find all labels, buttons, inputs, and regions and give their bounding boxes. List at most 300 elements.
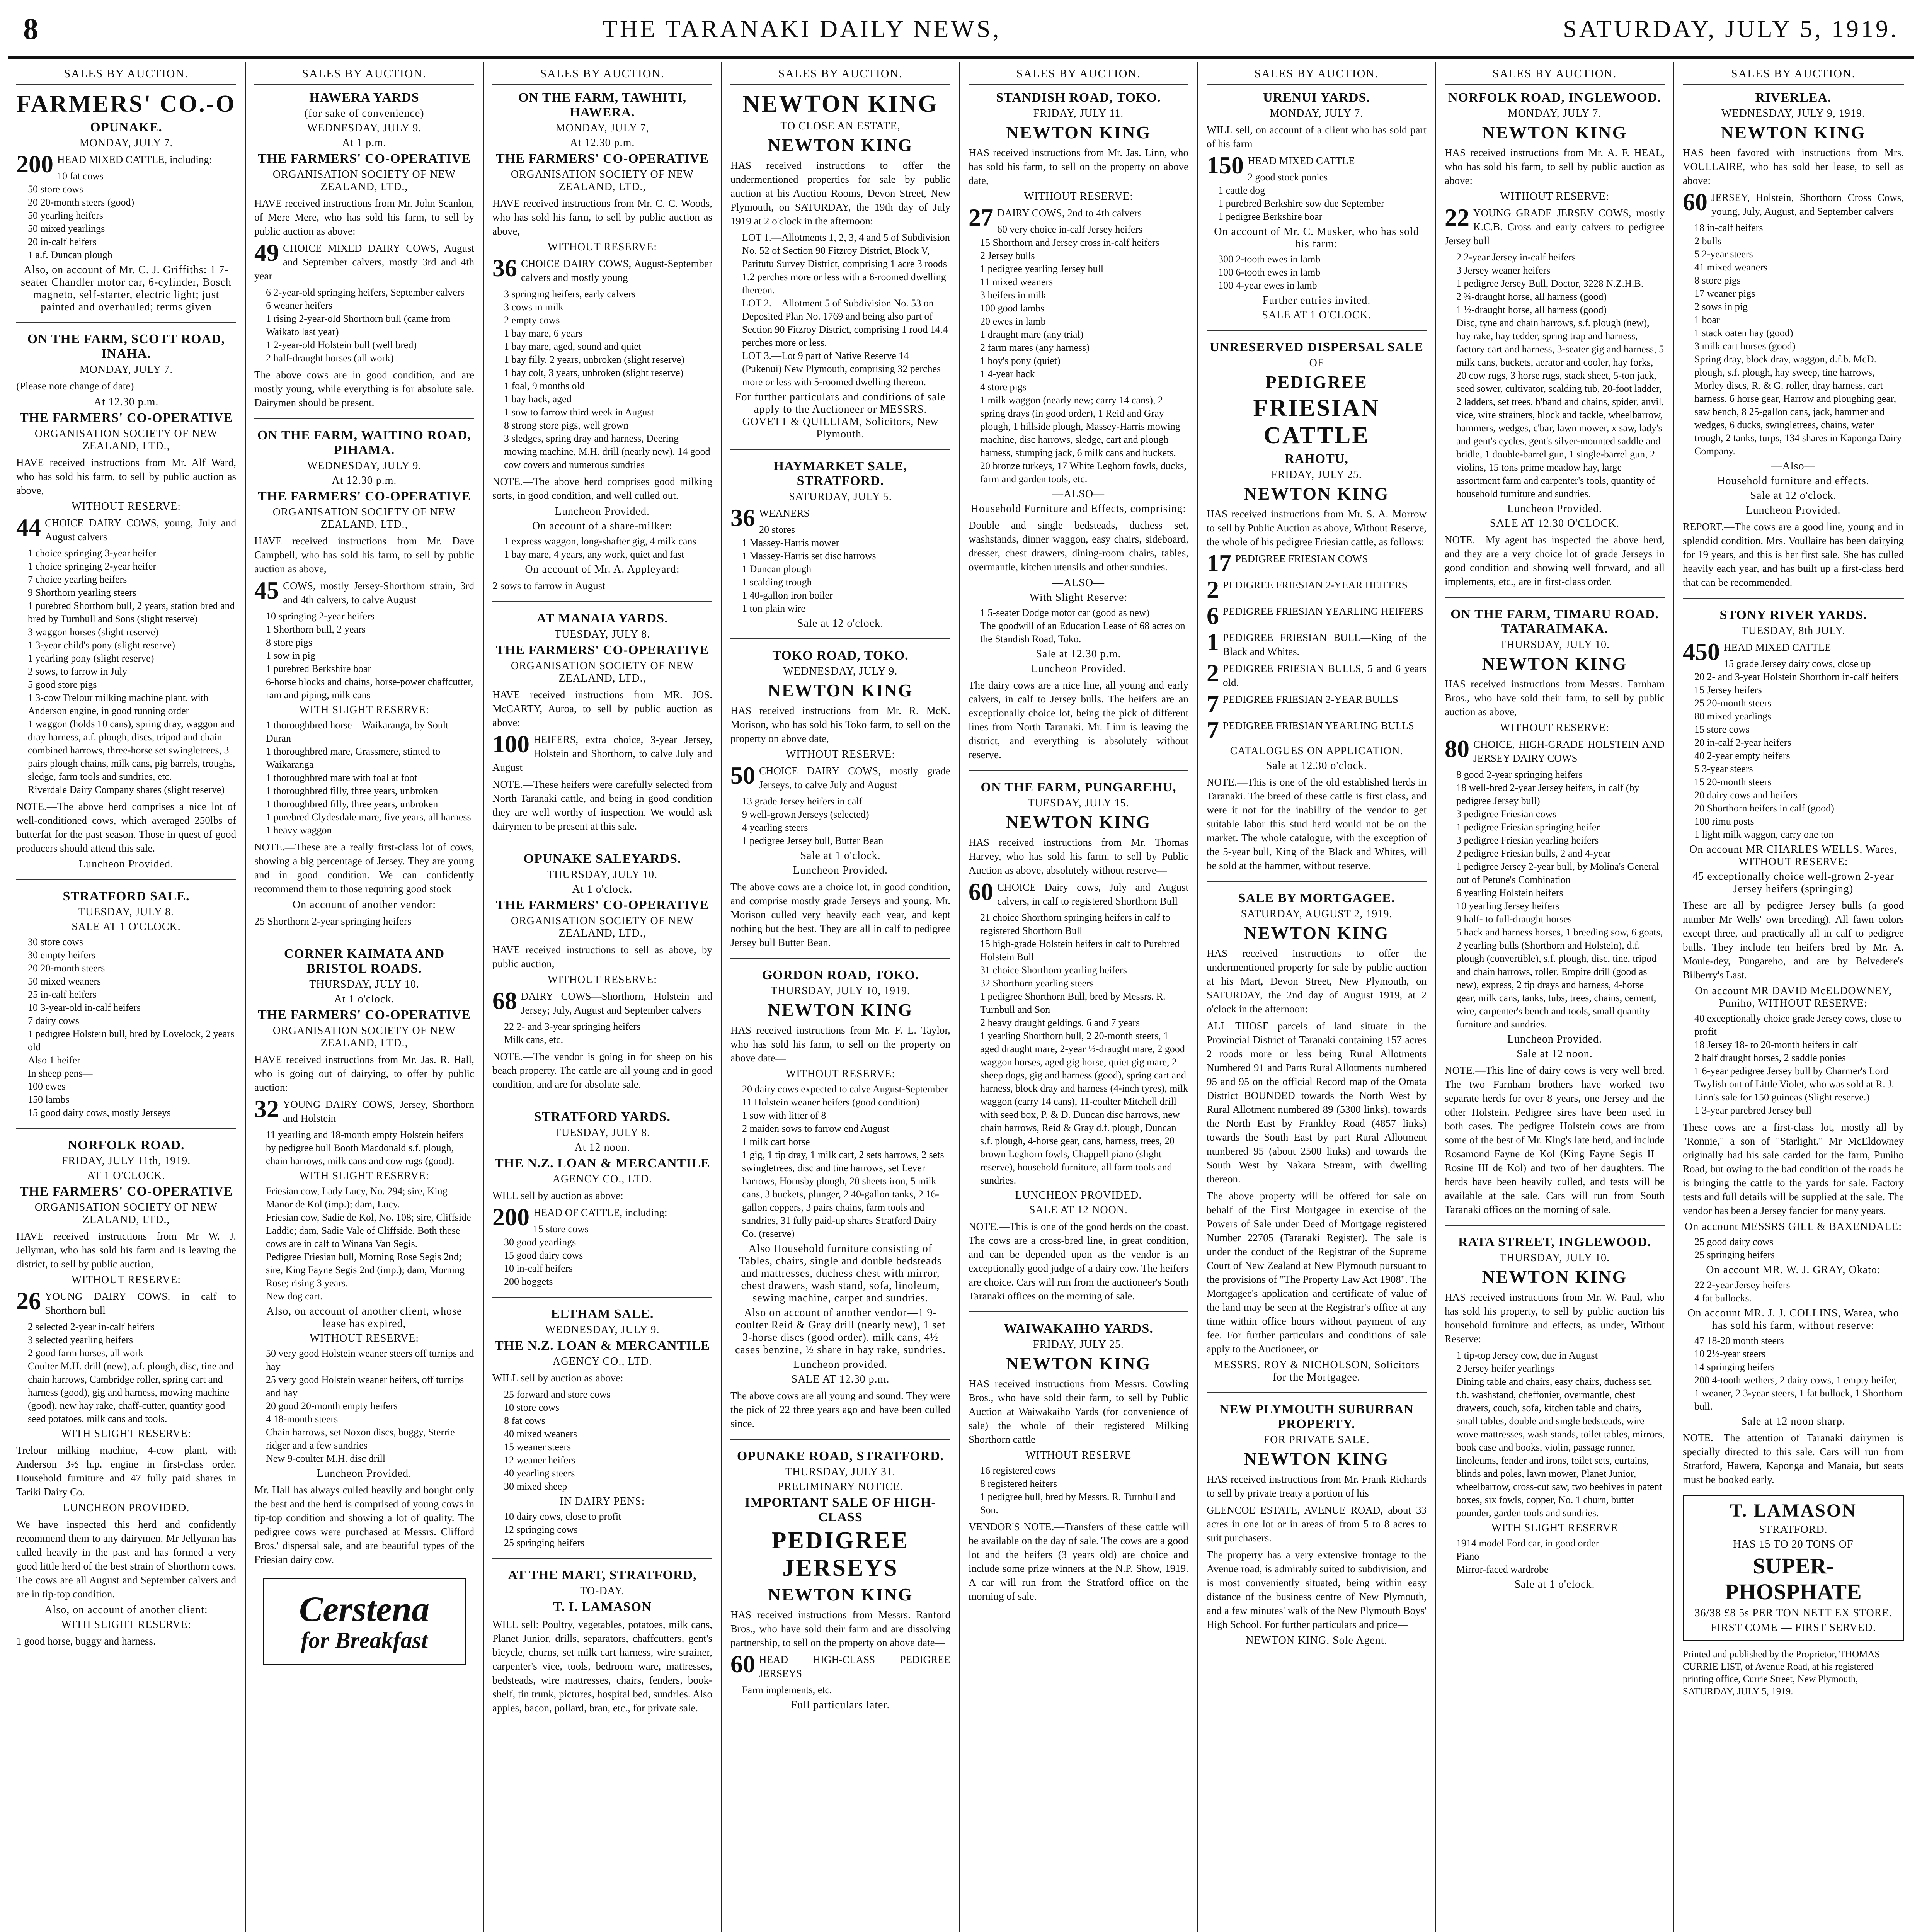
place-heading: ON THE FARM, TIMARU ROAD. TATARAIMAKA. [1450, 607, 1659, 636]
lot-item: 9 Shorthorn yearling steers [28, 587, 136, 598]
date-line: MONDAY, JULY 7. [1270, 107, 1364, 119]
lot-list [980, 911, 1188, 1187]
place-heading: ON THE FARM, TAWHITI, HAWERA. [518, 90, 687, 119]
columns [8, 62, 1914, 1932]
pens-line: IN DAIRY PENS: [560, 1495, 645, 1507]
lot-item: 6 2-year-old springing heifers, September calvers [266, 287, 465, 298]
lot-item: 15 high-grade Holstein heifers in calf to Purebred Holstein Bull [980, 938, 1180, 963]
lot-count: 36 [492, 254, 517, 282]
column-2 [246, 62, 484, 1932]
lot-list [28, 1320, 236, 1425]
lot-item: Riverdale Dairy Company shares (slight reserve) [28, 784, 225, 795]
note-text: The property has a very extensive frontage to the Avenue road, is admirably suited to subdivision, and is most conveniently situated, being within easy distance of the business centre of New Plymouth, and a few minutes' walk of the New Plymouth Boys' High School. For further particulars and price— [1207, 1549, 1427, 1630]
sub-line: PRELIMINARY NOTICE. [778, 1481, 903, 1493]
lot-item: 1 4-year hack [980, 368, 1035, 379]
lot-item: 1 3-year purebred Jersey bull [1694, 1105, 1812, 1116]
lot-item: 8 store pigs [1694, 275, 1741, 286]
reserve-line: WITHOUT RESERVE: [1500, 722, 1610, 734]
lot-item: 15 store cows [533, 1223, 589, 1235]
lot-count: 22 [1445, 204, 1469, 231]
column-8 [1674, 62, 1912, 1932]
date-line: MONDAY, JULY 7. [1508, 107, 1602, 119]
lot-list [1694, 1279, 1904, 1305]
lot-item: 2 sows in pig [1694, 301, 1748, 312]
lot-item: 4 yearling steers [742, 822, 808, 833]
note-text: NOTE.—This is one of the good herds on the coast. The cows are a cross-bred line, in great condition, and can be depended upon as the vendor is an exceptionally good judge of a dairy cow. The heifers are choice. Cars will run from the auctioneer's South Taranaki offices on the morning of sale. [969, 1221, 1188, 1302]
lot-item: 10 yearling Jersey heifers [1456, 900, 1559, 912]
lot-text: YOUNG DAIRY COWS, Jersey, Shorthorn and Holstein [283, 1099, 474, 1124]
lot-count: 60 [730, 1650, 755, 1678]
also2-line: Also on account of another vendor—1 9-coulter Reid & Gray drill (nearly new), 1 set 3-horse discs (good order), milk cans, 4½ cases benzine, ½ share in hay rake, sundries. [735, 1307, 946, 1356]
lot-item: 2 selected 2-year in-calf heifers [28, 1321, 155, 1332]
org-heading: THE FARMERS' CO-OPERATIVE [258, 489, 471, 503]
time-line: At 12 noon. [574, 1141, 630, 1153]
agent-heading: NEWTON KING [768, 1585, 913, 1604]
lot-quantity: 2 [1207, 578, 1219, 601]
lot-item: 1 pedigree Berkshire boar [1218, 211, 1323, 222]
note-text: The above property will be offered for sale on behalf of the First Mortgagee in exercise of the Powers of Sale under Deed of Mortgage registered Number 22705 (Taranaki Register). The sale is under the conduct of the Registrar of the Supreme Court of New Zealand at New Plymouth pursuant to the provisions of "The Property Law Act 1908". The Mortgagee's application and certificate of value of the land may be seen at the Registrar's office at any time within office hours without payment of any fee. For further particulars and conditions of sale apply to the Auctioneer, or— [1207, 1190, 1427, 1355]
lot-count: 27 [969, 204, 993, 231]
lot-item: 20 2- and 3-year Holstein Shorthorn in-calf heifers [1694, 671, 1898, 682]
time-line: Sale at 1 o'clock. [800, 850, 881, 862]
lot-line [1207, 552, 1427, 575]
lot-item: 50 yearling heifers [28, 210, 103, 221]
lot-item: 1 thoroughbred filly, three years, unbroken [266, 798, 438, 810]
lot-item: 20 ewes in lamb [980, 316, 1046, 327]
ad-tagline: for Breakfast [301, 1628, 428, 1653]
lot-text: HEAD MIXED CATTLE [1724, 641, 1831, 653]
lot-item: 25 in-calf heifers [28, 989, 97, 1000]
lot-item: 15 Jersey heifers [1694, 684, 1762, 696]
lot-item: 20 20-month steers (good) [28, 197, 134, 208]
time-line: Sale at 1 o'clock. [1514, 1578, 1595, 1590]
lot-description: PEDIGREE FRIESIAN COWS [1235, 553, 1368, 565]
lot-list [1694, 657, 1904, 841]
org2-line: ORGANISATION SOCIETY OF NEW ZEALAND, LTD., [272, 1025, 456, 1049]
agent-heading: NEWTON KING [1482, 654, 1627, 673]
lot-item: 1 boar [1694, 314, 1720, 325]
note-text: VENDOR'S NOTE.—Transfers of these cattle will be available on the day of sale. The cows are a good lot and the heifers (3 years old) are choice and include some prize winners at the N.P. Show, 1919. A car will run from the Stratford office on the morning of sale. [969, 1521, 1188, 1602]
also-line: Also, on account of another client, whose lease has expired, [266, 1305, 462, 1330]
time-line: Sale at 12.30 p.m. [1036, 648, 1121, 660]
place-heading: STONY RIVER YARDS. [1719, 608, 1867, 622]
auction-notice [730, 1439, 950, 1711]
big-heading: FRIESIAN CATTLE [1253, 395, 1380, 449]
date-line: TUESDAY, JULY 8. [78, 906, 174, 918]
lot-item: 10 in-calf heifers [504, 1263, 573, 1274]
intro-text: HAVE received instructions from Mr. Jas. R. Hall, who is going out of dairying, to offer by public auction: [254, 1054, 474, 1093]
org-heading: THE FARMERS' CO-OPERATIVE [496, 643, 709, 657]
lot-item: 1914 model Ford car, in good order [1456, 1537, 1599, 1549]
place-heading: NEW PLYMOUTH SUBURBAN PROPERTY. [1219, 1402, 1414, 1431]
lot-count: 450 [1683, 638, 1720, 665]
lot-item: 3 sledges, spring dray and harness, Deering mowing machine, M.H. drill (nearly new), 14 good cow covers and numerous sundries [504, 433, 710, 470]
lot-item: 1 thoroughbred mare, Grassmere, stinted to Waikaranga [266, 746, 441, 770]
lot-item: 18 in-calf heifers [1694, 222, 1763, 233]
big-heading: PEDIGREE JERSEYS [771, 1527, 909, 1581]
lot-item: 2 maiden sows to farrow end August [742, 1123, 890, 1134]
date-line: TUESDAY, JULY 15. [1028, 797, 1129, 809]
time-line: Sale at 12.30 o'clock. [1266, 760, 1367, 772]
lot-headline [492, 730, 712, 774]
auction-notice [730, 90, 950, 440]
sub-line: FOR PRIVATE SALE. [1263, 1434, 1370, 1446]
date-line: WEDNESDAY, JULY 9. [545, 1324, 660, 1336]
lot-line [1207, 578, 1427, 601]
issue-date: SATURDAY, JULY 5, 1919. [1563, 15, 1899, 43]
lot-list [266, 1185, 474, 1303]
lot-item: 100 good lambs [980, 303, 1045, 314]
lot-count: 60 [1683, 188, 1707, 216]
lot-item: 25 springing heifers [1694, 1249, 1775, 1260]
agent-heading: NEWTON KING [1006, 1354, 1151, 1373]
lot-item: 1 purebred Berkshire boar [266, 663, 371, 674]
note2-text: These cows are a first-class lot, mostly all by "Ronnie," a son of "Starlight." Mr McEldowney originally had his sale carded for the farm, Puniho Road, but owing to the bad condition of the roads he is bringing the cattle to the yards for sale. Factory tests and full details will be supplied at the sale. The vendor has been a Jersey fancier for many years. [1683, 1121, 1904, 1216]
cat-line: CATALOGUES ON APPLICATION. [1230, 745, 1403, 757]
furn-text: Double and single bedsteads, duchess set, washstands, dinner waggon, easy chairs, sideboard, dresser, chest drawers, dining-room chairs, tables, overmantle, kitchen utensils and other sundries. [969, 519, 1188, 573]
place-heading: GORDON ROAD, TOKO. [762, 968, 919, 982]
text-text: WILL sell: Poultry, vegetables, potatoes, milk cans, Planet Junior, drills, separators, chaffcutters, gent's bicycle, churns, set milk cart harness, wire strainer, carpenter's vice, tools, bedroom ware, mattresses, bedsteads, wire mattresses, chairs, fenders, book-shelf, tin trunk, pictures, hospital bed, sundries. Also apples, bacon, pollard, bran, etc., for private sale. [492, 1619, 712, 1714]
lot-item: 1 sow with litter of 8 [742, 1110, 826, 1121]
lot-list [504, 1510, 712, 1549]
note-text: The above cows are all young and sound. They were the pick of 22 three years ago and have been culled since. [730, 1390, 950, 1429]
time-line: At 12.30 p.m. [332, 474, 397, 486]
auction-notice [1445, 90, 1665, 588]
place-heading: STRATFORD YARDS. [534, 1110, 671, 1124]
lot-list [504, 1223, 712, 1288]
lot-item: 1 Massey-Harris mower [742, 537, 839, 548]
lot-item: 1 stack oaten hay (good) [1694, 327, 1793, 338]
org-heading: T. I. LAMASON [553, 1600, 652, 1614]
lot-headline [730, 764, 950, 792]
head-heading: UNRESERVED DISPERSAL SALE [1210, 340, 1423, 354]
date-line: MONDAY, JULY 7, [555, 122, 649, 134]
date-line: SATURDAY, AUGUST 2, 1919. [1241, 908, 1393, 920]
lot-quantity: 7 [1207, 719, 1219, 742]
ad-product-2: PHOSPHATE [1725, 1579, 1862, 1604]
column-heading: SALES BY AUCTION. [492, 62, 712, 85]
date-line: TUESDAY, JULY 8. [554, 628, 650, 640]
lot-item: Dining table and chairs, easy chairs, duchess set, t.b. washstand, cheffonier, overmantle, chest drawers, couch, sofa, kitchen table and chairs, small tables, double and single bedsteads, wire wove mattresses, wash stands, toilet tables, mirrors, book case and books, violin, passage runner, linoleums, fender and irons, toilet sets, curtains, blinds and poles, lawn mower, Planet Junior, wheelbarrow, cross-cut saw, two beehives in patent boxes, six fowls, copper, No. 1 churn, butter pounder, garden tools and sundries. [1456, 1376, 1665, 1519]
lot-item: 1 ton plain wire [742, 603, 805, 614]
column-4 [722, 62, 960, 1932]
lot-item: 25 springing heifers [504, 1537, 584, 1548]
lot-item: 1 sow in pig [266, 650, 315, 661]
lot-quantity: 6 [1207, 604, 1219, 628]
lot-item: 1 Massey-Harris set disc harrows [742, 550, 876, 561]
lot-item: 1 6-year pedigree Jersey bull by Charmer's Lord Twylish out of Little Violet, who was sold at R. J. Linn's sale for 150 guineas (Slight reserve.) [1694, 1065, 1894, 1103]
reserve-line: WITHOUT RESERVE: [71, 1274, 181, 1286]
auction-notice [1683, 90, 1904, 589]
also2_item-text: 2 sows to farrow in August [492, 580, 605, 592]
org2-line: ORGANISATION SOCIETY OF NEW ZEALAND, LTD., [34, 428, 218, 452]
lot-list [742, 231, 950, 389]
place-heading: WAIWAKAIHO YARDS. [1004, 1321, 1153, 1336]
column-5 [960, 62, 1198, 1932]
lot-item: 80 mixed yearlings [1694, 711, 1772, 722]
time-line: SALE AT 1 O'CLOCK. [1262, 309, 1371, 321]
lot-item: 5 2-year steers [1694, 248, 1753, 260]
org-heading: THE N.Z. LOAN & MERCANTILE [495, 1156, 710, 1170]
lot-item: In sheep pens— [28, 1068, 93, 1079]
lot-item: Disc, tyne and chain harrows, s.f. plough (new), hay rake, hay tedder, spring trap and harness, factory cart and harness, 3-seater gig and harness, 5 milk cans, buckets, aerator and cooler, hay forks, 20 cow rugs, 3 horse rugs, stack sheet, 5-ton jack, seed sower, cultivator, scalding tub, 20-foot ladder, 2 ladders, set trees, b'band and chains, spider, anvil, vice, wire strainers, block and tackle, wheelbarrow, hammers, wedges, c'bar, lawn mower, x saw, lady's and gent's cycles, gent's silver-mounted saddle and bridle, 1 double-barrel gun, 1 single-barrel gun, 2 violins, 15 tons prime meadow hay, large assortment farm and carpenter's tools, quantity of household furniture and sundries. [1456, 317, 1664, 499]
lot-item: 1 bay mare, aged, sound and quiet [504, 341, 642, 352]
lot-text: HEAD MIXED CATTLE [1248, 155, 1355, 167]
lot-item: 6 yearling Holstein heifers [1456, 887, 1563, 898]
intro-text: HAS been favored with instructions from Mrs. VOULLAIRE, who has sold her lease, to sell as above: [1683, 147, 1904, 186]
lot-item: 40 2-year empty heifers [1694, 750, 1790, 761]
intro-text: HAVE received instructions from Mr. C. C. Woods, who has sold his farm, to sell by public auction as above, [492, 197, 712, 237]
lot-item: 20 good 20-month empty heifers [266, 1400, 398, 1412]
org2-line: AGENCY CO., LTD. [552, 1355, 652, 1367]
lot-item: 1 waggon (holds 10 cans), spring dray, waggon and dray harness, a.f. plough, discs, tripod and chain combined harrows, three-horse set swingletrees, 3 pairs plough chains, milk cans, pig barrels, troughs, sledge, farm tools and sundries, etc. [28, 718, 235, 782]
note-text: NOTE.—My agent has inspected the above herd, and they are a very choice lot of grade Jerseys in good condition and showing well forward, and all implements, etc., are in first-class order. [1445, 534, 1665, 587]
place-heading: OPUNAKE. [90, 120, 162, 134]
date-line: THURSDAY, JULY 10. [309, 978, 419, 990]
also_text-line: 45 exceptionally choice well-grown 2-year Jersey heifers (springing) [1692, 871, 1894, 895]
lot-item: 30 empty heifers [28, 949, 95, 961]
note-text: These are all by pedigree Jersey bulls (a good number Mr Wells' own breeding). All fawn colors except three, and practically all in calf to pedigree bulls. They include ten heifers bred by Mr. A. Moule-dey, Pungareho, and are by Belvedere's Bilberry's Last. [1683, 900, 1904, 981]
lot-item: 2 empty cows [504, 315, 560, 326]
agent-heading: NEWTON KING [1244, 484, 1389, 503]
lot-item: 20 in-calf 2-year heifers [1694, 737, 1791, 748]
lot-item: 22 2-year Jersey heifers [1694, 1279, 1790, 1291]
lot-item: 60 very choice in-calf Jersey heifers [997, 224, 1143, 235]
date-line: SATURDAY, JULY 5. [789, 491, 892, 503]
intro-text: HAVE received instructions from MR. JOS. McCARTY, Auroa, to sell by public auction as above: [492, 689, 712, 728]
lot-text: WEANERS [759, 507, 810, 519]
ad-name: T. LAMASON [1730, 1500, 1857, 1521]
of-line: OF [1309, 357, 1324, 369]
lot-item: 12 springing cows [504, 1524, 578, 1535]
lot-item: The goodwill of an Education Lease of 68 acres on the Standish Road, Toko. [980, 620, 1185, 645]
lot-item: 1 yearling Shorthorn bull, 2 20-month steers, 1 aged draught mare, 2-year ½-draught mare, 2 good waggon horses, aged gig horse, quiet gig mare, 2 sheep dogs, gig and harness (good), spring cart and harness, block dray and harness (4-inch tyres), milk waggon (carry 14 cans), 11-coulter Mitchell drill with seed box, P. & D. Duncan disc harrows, new chain harrows, Reid & Gray d.f. plough, Duncan s.f. plough, 4-horse gear, cans, harness, trees, 20 brown Leghorn fowls, Chappell piano (slight reserve), household furniture, all farm tools and sundries. [980, 1030, 1188, 1186]
lot-item: 2 good farm horses, all work [28, 1347, 143, 1359]
lot-list [1694, 1012, 1904, 1117]
slight-line: With Slight Reserve: [1029, 592, 1128, 604]
auction-notice [969, 1311, 1188, 1603]
lot-list [28, 547, 236, 796]
lot-item: 20 20-month steers [28, 963, 105, 974]
lot-item: Farm implements, etc. [742, 1684, 832, 1696]
also2-line: On account of Mr. A. Appleyard: [525, 563, 680, 575]
org2-line: AGENCY CO., LTD. [552, 1173, 652, 1185]
lot-item: 1 purebred Shorthorn bull, 2 years, station bred and bred by Turnbull and Sons (slight reserve) [28, 600, 235, 624]
lot-quantity: 7 [1207, 692, 1219, 716]
time-line: At 1 p.m. [342, 137, 386, 149]
lot-headline [1445, 737, 1665, 765]
org2-line: ORGANISATION SOCIETY OF NEW ZEALAND, LTD., [34, 1201, 218, 1226]
slight-line: WITH SLIGHT RESERVE: [299, 704, 429, 716]
lot-item: 2 half-draught horses (all work) [266, 352, 394, 364]
lot-item: 2 Jersey heifer yearlings [1456, 1363, 1554, 1374]
lot-item: 17 weaner pigs [1694, 288, 1755, 299]
intro-text: HAS received instructions from Mr. S. A. Morrow to sell by Public Auction as above, Without Reserve, the whole of his pedigree Friesian cattle, as follows: [1207, 508, 1427, 548]
lot-headline [730, 1650, 950, 1680]
lot-item: 30 good yearlings [504, 1236, 576, 1248]
place-heading: AT MANAIA YARDS. [536, 611, 668, 626]
lunch-line: Luncheon Provided. [1507, 1033, 1602, 1045]
lot-count: 150 [1207, 151, 1244, 179]
place-heading: RATA STREET, INGLEWOOD. [1458, 1235, 1651, 1249]
org2-line: ORGANISATION SOCIETY OF NEW ZEALAND, LTD., [511, 660, 694, 684]
lot-headline [254, 1097, 474, 1125]
lot-text: HEAD MIXED CATTLE, including: [57, 154, 212, 165]
slight_text-text: Trelour milking machine, 4-cow plant, with Anderson 3½ h.p. engine in first-class order. Household furniture and 47 fully paid shares in Tariki Dairy Co. [16, 1444, 236, 1498]
note-text: REPORT.—The cows are a good line, young and in splendid condition. Mrs. Voullaire has been dairying for 19 years, and this is her first sale. She has culled heavily each year, and has built up a first-class herd that can be recommended. [1683, 521, 1904, 588]
also_text-line: Household furniture and effects. [1717, 475, 1869, 487]
also2-line: On account MR DAVID McELDOWNEY, Puniho, WITHOUT RESERVE: [1695, 985, 1892, 1009]
lot-item: 1 pedigree Friesian springing heifer [1456, 821, 1600, 833]
lot-list [980, 1464, 1188, 1517]
lot-item: 50 mixed yearlings [28, 223, 105, 234]
ad-first: FIRST COME — FIRST SERVED. [1710, 1622, 1876, 1634]
lot-item: 1 choice springing 3-year heifer [28, 548, 157, 559]
lot-list [1218, 171, 1427, 223]
place-heading: URENUI YARDS. [1263, 90, 1370, 105]
date-line: WEDNESDAY, JULY 9, 1919. [1721, 107, 1865, 119]
lot-item: New 9-coulter M.H. disc drill [266, 1453, 386, 1464]
lot-item: 22 2- and 3-year springing heifers [504, 1021, 641, 1032]
lot-line [1207, 604, 1427, 628]
reserve-line: WITHOUT RESERVE: [547, 974, 657, 986]
auction-notice [254, 937, 474, 1566]
lot-item: 10 2½-year steers [1694, 1348, 1766, 1359]
lot-item: 1 pedigree bull, bred by Messrs. R. Turnbull and Son. [980, 1491, 1175, 1515]
lot-line [1207, 692, 1427, 716]
lot-item: 1 pedigree Jersey bull, Butter Bean [742, 835, 884, 846]
agent-heading: NEWTON KING [1482, 1267, 1627, 1287]
lot-item: 18 well-bred 2-year Jersey heifers, in calf (by pedigree Jersey bull) [1456, 782, 1639, 806]
lot-item: 30 mixed sheep [504, 1481, 567, 1492]
intro-text: HAVE received instructions to sell as above, by public auction, [492, 944, 712, 969]
time-line: Sale at 12 noon. [1517, 1048, 1593, 1060]
reserve-line: WITHOUT RESERVE: [71, 500, 181, 512]
lot-item: Piano [1456, 1551, 1479, 1562]
reserve-line: WITHOUT RESERVE: [1500, 190, 1610, 202]
note-text: NOTE.—The vendor is going in for sheep on his beach property. The cattle are all young and in good condition, and are for absolute sale. [492, 1051, 712, 1090]
auction-notice [1683, 598, 1904, 1486]
org-heading: THE N.Z. LOAN & MERCANTILE [495, 1338, 710, 1353]
lot-item: 15 weaner steers [504, 1441, 571, 1452]
lot-item: 9 well-grown Jerseys (selected) [742, 809, 869, 820]
lot-item: 8 store pigs [266, 637, 312, 648]
time-line: Sale at 12 o'clock. [1750, 490, 1837, 502]
auction-notice [969, 90, 1188, 762]
auction-notice [969, 770, 1188, 1303]
lot-item: 2 half draught horses, 2 saddle ponies [1694, 1052, 1846, 1063]
lot-item: 200 4-tooth wethers, 2 dairy cows, 1 empty heifer, 1 weaner, 2 3-year steers, 1 fat bullock, 1 Shorthorn bull. [1694, 1374, 1903, 1412]
lot-item: 1 tip-top Jersey cow, due in August [1456, 1350, 1598, 1361]
column-6 [1198, 62, 1436, 1932]
auction-notice [254, 90, 474, 410]
agent-heading: NEWTON KING [768, 135, 913, 155]
lot-item: 20 dairy cows expected to calve August-September [742, 1083, 948, 1095]
lot-list [1218, 253, 1427, 292]
lot-item: 15 good dairy cows [504, 1250, 583, 1261]
end-line: Full particulars later. [791, 1699, 890, 1711]
ad-place: STRATFORD. [1759, 1524, 1828, 1536]
ped-heading: PEDIGREE [1265, 372, 1368, 392]
auction-notice [16, 879, 236, 1119]
intro-text: HAS received instructions from Messrs. Ranford Bros., who have sold their farm and are dissolving partnership, to sell on the property on above date— [730, 1609, 950, 1648]
lunch-line: LUNCHEON PROVIDED. [1015, 1189, 1142, 1201]
lot-item: 8 strong store pigs, well grown [504, 420, 629, 431]
date-line: FRIDAY, JULY 25. [1271, 469, 1362, 481]
lot-list [980, 223, 1188, 486]
masthead [0, 0, 1922, 58]
lot-text: CHOICE DAIRY COWS, young, July and August calvers [45, 517, 236, 543]
also-line: On account of a share-milker: [532, 520, 673, 532]
lot-item: 3 cows in milk [504, 301, 563, 313]
date-line: THURSDAY, JULY 10. [547, 869, 657, 881]
lot-item: Milk cans, etc. [504, 1034, 563, 1045]
lot-list [742, 795, 950, 847]
intro-text: WILL sell by auction as above: [492, 1190, 623, 1201]
lot-text: YOUNG DAIRY COWS, in calf to Shorthorn bull [45, 1291, 236, 1316]
lot-item: 4 18-month steers [266, 1413, 338, 1425]
note-text: The above cows are a choice lot, in good condition, and comprise mostly grade Jerseys and young. Mr. Morison culled very heavily each year, and kept nothing but the best. They are all in calf to pedigree Jersey bull Butter Bean. [730, 881, 950, 948]
head-heading: IMPORTANT SALE OF HIGH-CLASS [745, 1495, 936, 1524]
date-line: FRIDAY, JULY 11. [1033, 107, 1124, 119]
lot-item: 2 farm mares (any harness) [980, 342, 1090, 353]
lot-count: 200 [16, 150, 53, 178]
intro-text: HAS received instructions from Mr. Jas. Linn, who has sold his farm, to sell on the property on above date, [969, 147, 1188, 186]
lot-item: 8 fat cows [504, 1415, 545, 1426]
also-line: On account of Mr. C. Musker, who has sold his farm: [1214, 226, 1419, 250]
date-line: THURSDAY, JULY 10, 1919. [771, 985, 910, 997]
lot-item: 1 boy's pony (quiet) [980, 355, 1061, 366]
lunch-line: Luncheon Provided. [317, 1468, 412, 1480]
printer-imprint: Printed and published by the Proprietor, THOMAS CURRIE LIST, of Avenue Road, at his registered printing office, Currie Street, New Plymouth, SATURDAY, JULY 5, 1919. [1683, 1649, 1880, 1697]
lot-item: 1 5-seater Dodge motor car (good as new) [980, 607, 1150, 618]
time-line: SALE AT 12 NOON. [1029, 1204, 1128, 1216]
auction-notice [1445, 597, 1665, 1216]
lot-item: 1 pedigree Shorthorn Bull, bred by Messrs. R. Turnbull and Son [980, 991, 1166, 1015]
auction-notice [1207, 881, 1427, 1384]
time-line: SALE AT 12.30 p.m. [791, 1373, 890, 1385]
also-line: On account of another vendor: [292, 899, 436, 911]
slight2-line: WITH SLIGHT RESERVE: [61, 1619, 191, 1631]
date-line: FRIDAY, JULY 25. [1033, 1338, 1124, 1350]
lot-count: 60 [969, 878, 993, 905]
column-heading: SALES BY AUCTION. [1445, 62, 1665, 85]
auction-notice [1445, 1225, 1665, 1591]
lot-item: 7 dairy cows [28, 1015, 79, 1026]
lot-item: 25 very good Holstein weaner heifers, off turnips and hay [266, 1374, 464, 1398]
lot-item: 1 sow to farrow third week in August [504, 406, 654, 418]
reserve-line: WITHOUT RESERVE: [547, 241, 657, 253]
lot-list [504, 535, 712, 561]
lot-item: 1 rising 2-year-old Shorthorn bull (came from Waikato last year) [266, 313, 451, 337]
place-heading: STANDISH ROAD, TOKO. [996, 90, 1161, 105]
intro-text: HAVE received instructions from Mr. Alf Ward, who has sold his farm, to sell by public auction as above, [16, 457, 236, 496]
lot-item: 25 forward and store cows [504, 1389, 611, 1400]
lot-item: 1 thoroughbred filly, three years, unbroken [266, 785, 438, 796]
lot-list [1456, 1537, 1665, 1576]
lot-headline [492, 989, 712, 1017]
lot-item: 10 store cows [504, 1402, 559, 1413]
lot-headline [16, 1289, 236, 1317]
place-heading: NORFOLK ROAD. [68, 1138, 185, 1152]
lot-list [504, 287, 712, 471]
lot-item: LOT 3.—Lot 9 part of Native Reserve 14 (Pukenui) New Plymouth, comprising 32 perches more or less with 5-roomed dwelling thereon. [742, 350, 941, 388]
lot-item: 25 20-month steers [1694, 697, 1772, 709]
org2-line: ORGANISATION SOCIETY OF NEW ZEALAND, LTD., [272, 506, 456, 531]
lot-item: 1 heavy waggon [266, 825, 332, 836]
intro-text: HAS received instructions from Mr. F. L. Taylor, who has sold his farm, to sell on the property on above date— [730, 1024, 950, 1064]
lot-item: 40 exceptionally choice grade Jersey cows, close to profit [1694, 1013, 1902, 1037]
